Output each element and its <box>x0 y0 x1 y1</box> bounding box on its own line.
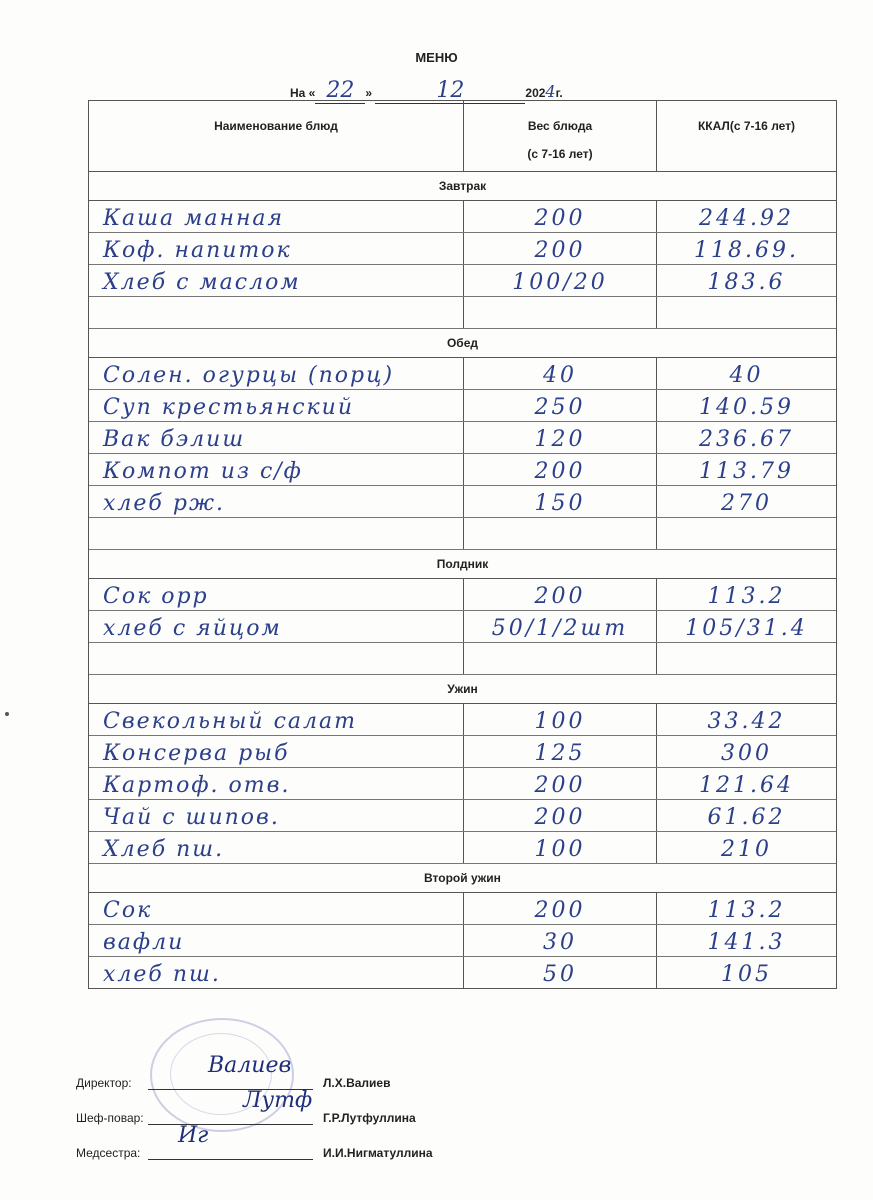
table-header <box>89 101 836 172</box>
date-month: 12 <box>375 78 525 104</box>
table-row <box>89 611 836 643</box>
dish-weight: 200 <box>464 768 657 799</box>
date-mid: » <box>365 86 373 100</box>
table-row <box>89 704 836 736</box>
date-day: 22 <box>315 78 365 104</box>
table-row-empty <box>89 518 836 550</box>
signature-label: Медсестра: <box>76 1146 141 1160</box>
dish-kcal: 270 <box>721 491 772 516</box>
table-row <box>89 957 836 988</box>
dish-name: хлеб рж. <box>89 486 464 517</box>
column-header-name: Наименование блюд <box>89 101 464 171</box>
dish-kcal: 244.92 <box>699 206 794 231</box>
signature-nurse <box>76 1125 433 1160</box>
dish-kcal: 141.3 <box>707 930 786 955</box>
dish-kcal: 118.69. <box>694 238 799 263</box>
dish-weight: 50/1/2шт <box>464 611 657 642</box>
column-header-weight <box>464 101 657 171</box>
dish-kcal: 140.59 <box>699 395 794 420</box>
table-row <box>89 201 836 233</box>
table-row <box>89 265 836 297</box>
dish-kcal: 113.2 <box>707 584 786 609</box>
signature-name: Л.Х.Валиев <box>323 1076 391 1090</box>
dish-weight: 100 <box>464 704 657 735</box>
dish-weight: 120 <box>464 422 657 453</box>
dish-name: Хлеб с маслом <box>89 265 464 296</box>
handwritten-signature: Валиев <box>208 1053 292 1078</box>
signature-label: Директор: <box>76 1076 132 1090</box>
dish-weight: 150 <box>464 486 657 517</box>
dish-weight: 250 <box>464 390 657 421</box>
dish-weight: 200 <box>464 579 657 610</box>
dish-weight: 125 <box>464 736 657 767</box>
dish-name: Сок орр <box>89 579 464 610</box>
signature-name: И.И.Нигматуллина <box>323 1146 433 1160</box>
dish-name: Хлеб пш. <box>89 832 464 863</box>
table-row <box>89 233 836 265</box>
dish-kcal: 210 <box>721 837 772 862</box>
dish-name: Чай с шипов. <box>89 800 464 831</box>
signature-line <box>148 1123 313 1160</box>
scan-speck <box>5 712 9 716</box>
signature-director <box>76 1055 433 1090</box>
dish-name: вафли <box>89 925 464 956</box>
dish-name: хлеб пш. <box>89 957 464 988</box>
column-header-weight-sub: (с 7-16 лет) <box>527 147 593 161</box>
dish-kcal: 105/31.4 <box>685 616 808 641</box>
dish-kcal: 183.6 <box>707 270 786 295</box>
table-row <box>89 390 836 422</box>
section-title-breakfast: Завтрак <box>89 172 836 201</box>
page-title: МЕНЮ <box>415 50 458 65</box>
table-row-empty <box>89 297 836 329</box>
dish-kcal: 236.67 <box>699 427 794 452</box>
dish-weight: 200 <box>464 800 657 831</box>
dish-name: Вак бэлиш <box>89 422 464 453</box>
dish-kcal: 113.2 <box>707 898 786 923</box>
dish-weight: 100/20 <box>464 265 657 296</box>
signature-label: Шеф-повар: <box>76 1111 144 1125</box>
dish-name: Свекольный салат <box>89 704 464 735</box>
date-prefix: На « <box>290 86 316 100</box>
dish-name: Консерва рыб <box>89 736 464 767</box>
section-title-snack: Полдник <box>89 550 836 579</box>
dish-name: Картоф. отв. <box>89 768 464 799</box>
dish-weight: 200 <box>464 893 657 924</box>
date-year-suffix: г. <box>555 86 563 100</box>
section-title-dinner: Ужин <box>89 675 836 704</box>
table-row <box>89 454 836 486</box>
dish-kcal: 300 <box>721 741 772 766</box>
signature-name: Г.Р.Лутфуллина <box>323 1111 416 1125</box>
dish-name: Солен. огурцы (порц) <box>89 358 464 389</box>
dish-kcal: 33.42 <box>707 709 786 734</box>
section-title-lunch: Обед <box>89 329 836 358</box>
table-row <box>89 893 836 925</box>
dish-kcal: 61.62 <box>707 805 786 830</box>
dish-kcal: 105 <box>721 962 772 987</box>
table-row-empty <box>89 643 836 675</box>
dish-weight: 50 <box>464 957 657 988</box>
handwritten-signature: Иг <box>178 1123 209 1148</box>
table-row <box>89 768 836 800</box>
dish-name: Компот из с/ф <box>89 454 464 485</box>
table-row <box>89 800 836 832</box>
table-row <box>89 486 836 518</box>
handwritten-signature: Лутф <box>243 1088 313 1113</box>
dish-name: Каша манная <box>89 201 464 232</box>
table-row <box>89 422 836 454</box>
table-row <box>89 736 836 768</box>
date-year-digit: 4 <box>545 82 556 101</box>
dish-name: Сок <box>89 893 464 924</box>
dish-weight: 100 <box>464 832 657 863</box>
dish-name: Коф. напиток <box>89 233 464 264</box>
column-header-kcal: ККАЛ(с 7-16 лет) <box>697 119 796 133</box>
menu-table <box>88 100 837 989</box>
signatures <box>76 1055 433 1160</box>
dish-kcal: 113.79 <box>699 459 794 484</box>
dish-weight: 200 <box>464 454 657 485</box>
dish-name: хлеб с яйцом <box>89 611 464 642</box>
dish-weight: 30 <box>464 925 657 956</box>
signature-line <box>148 1053 313 1090</box>
dish-name: Суп крестьянский <box>89 390 464 421</box>
signature-chef <box>76 1090 433 1125</box>
table-row <box>89 579 836 611</box>
table-row <box>89 358 836 390</box>
column-header-weight-label: Вес блюда <box>527 119 593 133</box>
dish-kcal: 40 <box>729 363 764 388</box>
dish-weight: 200 <box>464 201 657 232</box>
dish-kcal: 121.64 <box>699 773 794 798</box>
table-row <box>89 832 836 864</box>
date-year-prefix: 202 <box>525 86 546 100</box>
dish-weight: 200 <box>464 233 657 264</box>
table-row <box>89 925 836 957</box>
signature-line <box>148 1088 313 1125</box>
section-title-second-dinner: Второй ужин <box>89 864 836 893</box>
dish-weight: 40 <box>464 358 657 389</box>
